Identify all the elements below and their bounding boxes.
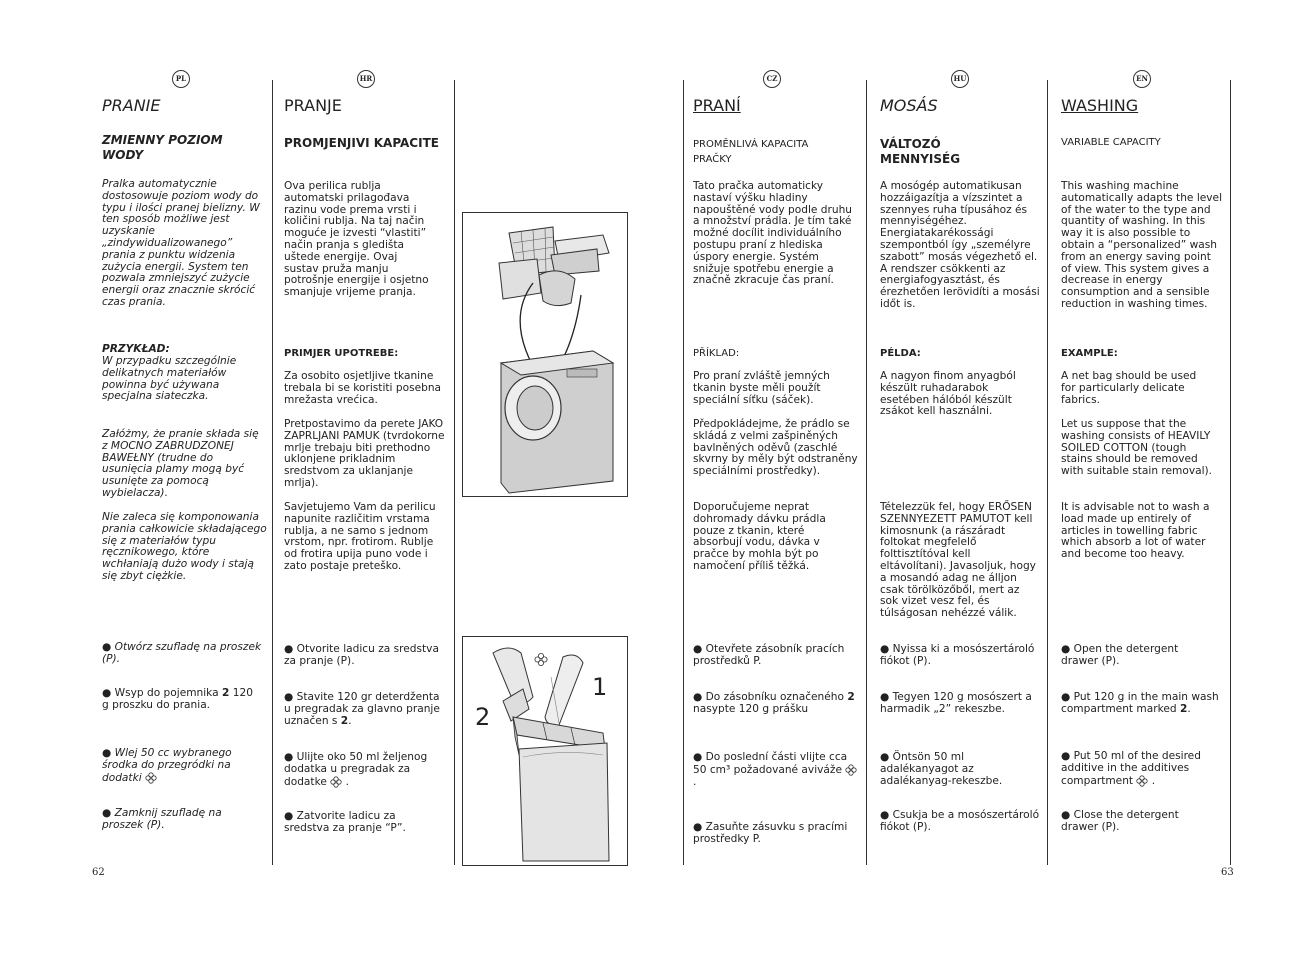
step-text: ● Put 50 ml of the desired additive in the additives compartment . bbox=[1061, 750, 1201, 787]
example-text: Za osobito osjetljive tkanine trebala bi se koristiti posebna mrežasta vrećica. bbox=[284, 370, 442, 406]
section-subtitle: ZMIENNY POZIOM WODY bbox=[102, 133, 223, 162]
flower-icon bbox=[1136, 775, 1148, 787]
language-flag-hu: HU bbox=[951, 70, 969, 88]
column-divider bbox=[683, 80, 684, 865]
language-flag-pl: PL bbox=[172, 70, 190, 88]
intro-text: A mosógép automatikusan hozzáigazítja a vízszintet a szennyes ruha típusához és mennyiségéhez. Energiatakarékossági szempontból így „személyre szabott” mosás végezhető el. A rendszer csökkenti az energiafogyasztást, és érezhetően lerövidíti a mosási időt is. bbox=[880, 180, 1040, 310]
step-text: ● Close the detergent drawer (P). bbox=[1061, 809, 1179, 833]
flower-icon bbox=[145, 772, 157, 784]
example-label: PRIMJER UPOTREBE: bbox=[284, 348, 399, 359]
section-title: PRANJE bbox=[284, 96, 342, 115]
column-divider bbox=[272, 80, 273, 865]
paragraph: Pretpostavimo da perete JAKO ZAPRLJANI PAMUK (tvrdokorne mrlje trebaju biti prethodno uklonjene prikladnim sredstvom za uklanjanje mrlja). bbox=[284, 418, 445, 489]
step-text: ● Wlej 50 cc wybranego środka do przegródki na dodatki bbox=[102, 747, 232, 784]
paragraph: Załóżmy, że pranie składa się z MOCNO ZABRUDZONEJ BAWEŁNY (trudne do usunięcia plamy mogą być usunięte za pomocą wybielacza). bbox=[102, 428, 259, 499]
flower-icon bbox=[845, 764, 857, 776]
example-text: A net bag should be used for particularly delicate fabrics. bbox=[1061, 370, 1197, 406]
step-text: ● Csukja be a mosószertároló fiókot (P). bbox=[880, 809, 1040, 833]
column-divider bbox=[454, 80, 455, 865]
section-subtitle: PROMĚNLIVÁ KAPACITA PRAČKY bbox=[693, 139, 809, 165]
figure-detergent-drawer bbox=[462, 636, 628, 866]
intro-text: Pralka automatycznie dostosowuje poziom wody do typu i ilości pranej bielizny. W ten sposób możliwe jest uzyskanie „zindywidualizowanego” prania z punktu widzenia zużycia energii. System ten pozwala zmniejszyć zużycie energii oraz znacznie skrócić czas prania. bbox=[102, 178, 260, 308]
step-text: ● Put 120 g in the main wash compartment marked 2. bbox=[1061, 691, 1219, 715]
language-flag-hr: HR bbox=[357, 70, 375, 88]
intro-text: Ova perilica rublja automatski prilagođava razinu vode prema vrsti i količini rublja. Na taj način moguće je izvesti “vlastiti” način pranja s gledišta uštede energije. Ovaj sustav pruža manju potrošnje energije i osjetno smanjuje vrijeme pranja. bbox=[284, 180, 429, 299]
paragraph: Savjetujemo Vam da perilicu napunite različitim vrstama rublja, a ne samo s jednom vrstom, npr. frotirom. Rublje od frotira upija puno vode i zato postaje preteško. bbox=[284, 501, 436, 572]
section-title: PRANIE bbox=[102, 96, 161, 115]
section-subtitle: PROMJENJIVI KAPACITE bbox=[284, 136, 439, 150]
laundry-illustration bbox=[463, 213, 627, 496]
section-subtitle: VARIABLE CAPACITY bbox=[1061, 137, 1161, 148]
step-text: ● Nyissa ki a mosószertároló fiókot (P). bbox=[880, 643, 1035, 667]
paragraph: It is advisable not to wash a load made up entirely of articles in towelling fabric which absorb a lot of water and become too heavy. bbox=[1061, 501, 1210, 561]
step-text: ● Zamknij szufladę na proszek (P). bbox=[102, 807, 222, 831]
example-text: A nagyon finom anyagból készült ruhadarabok esetében hálóból készült zsákot kell használni. bbox=[880, 370, 1016, 418]
paragraph: Předpokládejme, že prádlo se skládá z velmi zašpiněných bavlněných oděvů (zaschlé skvrny by měly být odstraněny speciálními prostředky). bbox=[693, 418, 858, 478]
step-text: ● Otvorite ladicu za sredstva za pranje (P). bbox=[284, 643, 439, 667]
step-text: ● Tegyen 120 g mosószert a harmadik „2” rekeszbe. bbox=[880, 691, 1032, 715]
detergent-drawer-illustration bbox=[463, 637, 627, 865]
section-subtitle: VÁLTOZÓ MENNYISÉG bbox=[880, 137, 961, 166]
column-divider bbox=[1230, 80, 1231, 865]
paragraph: Doporučujeme neprat dohromady dávku prádla pouze z tkanin, které absorbují vodu, dávka v pračce by mohla být po namočení příliš těžká. bbox=[693, 501, 826, 572]
figure-label-1: 1 bbox=[592, 673, 608, 701]
intro-text: Tato pračka automaticky nastaví výšku hladiny napouštěné vody podle druhu a množství prádla. Je tím také možné docílit individuálního postupu praní z hlediska úspory energie. Systém snižuje spotřebu energie a značně zkracuje čas praní. bbox=[693, 180, 853, 287]
step-text: ● Ulijte oko 50 ml željenog dodatka u pregradak za dodatke . bbox=[284, 751, 428, 788]
step-text: ● Otevřete zásobník pracích prostředků P. bbox=[693, 643, 845, 667]
example-text: Pro praní zvláště jemných tkanin byste měli použít speciální síťku (sáček). bbox=[693, 370, 830, 406]
example-label: PRZYKŁAD: bbox=[102, 343, 170, 355]
step-text: ● Do zásobníku označeného 2 nasypte 120 g prášku bbox=[693, 691, 855, 715]
step-text: ● Otwórz szufladę na proszek (P). bbox=[102, 641, 262, 665]
step-text: ● Stavite 120 gr deterdženta u pregradak za glavno pranje uznačen s 2. bbox=[284, 691, 440, 727]
step-text: ● Zatvorite ladicu za sredstva za pranje “P”. bbox=[284, 810, 406, 834]
language-flag-cz: CZ bbox=[763, 70, 781, 88]
example-label: PÉLDA: bbox=[880, 348, 921, 359]
language-flag-en: EN bbox=[1133, 70, 1151, 88]
page-number-left: 62 bbox=[92, 867, 105, 878]
step-text: ● Öntsön 50 ml adalékanyagot az adalékanyag-rekeszbe. bbox=[880, 751, 1003, 787]
example-label: EXAMPLE: bbox=[1061, 348, 1118, 359]
step-text: ● Wsyp do pojemnika 2 120 g proszku do prania. bbox=[102, 687, 253, 711]
figure-label-2: 2 bbox=[475, 703, 491, 731]
step-text: ● Do poslední části vlijte cca 50 cm³ požadované aviváže . bbox=[693, 752, 858, 788]
intro-text: This washing machine automatically adapts the level of the water to the type and quantity of washing. In this way it is also possible to obtain a “personalized” wash from an energy saving point of view. This system gives a decrease in energy consumption and a sensible reduction in washing times. bbox=[1061, 180, 1223, 310]
page-number-right: 63 bbox=[1221, 867, 1234, 878]
section-title: PRANÍ bbox=[693, 96, 741, 115]
flower-icon bbox=[330, 776, 342, 788]
column-divider bbox=[866, 80, 867, 865]
example-label: PŘÍKLAD: bbox=[693, 348, 740, 359]
paragraph: Tételezzük fel, hogy ERŐSEN SZENNYEZETT PAMUTOT kell kimosnunk (a rászáradt foltokat megfelelő folttisztítóval kell eltávolítani). Javasoljuk, hogy a mosandó adag ne álljon csak törölközőből, mert az sok vizet vesz fel, és túlságosan nehézzé válik. bbox=[880, 501, 1036, 620]
step-text: ● Open the detergent drawer (P). bbox=[1061, 643, 1179, 667]
figure-washing-machine bbox=[462, 212, 628, 497]
section-title: MOSÁS bbox=[880, 96, 938, 115]
section-title: WASHING bbox=[1061, 96, 1139, 115]
paragraph: Let us suppose that the washing consists of HEAVILY SOILED COTTON (tough stains should be removed with suitable stain removal). bbox=[1061, 418, 1213, 478]
paragraph: Nie zaleca się komponowania prania całkowicie składającego się z materiałów typu ręcznikowego, które wchłaniają dużo wody i stają się zbyt ciężkie. bbox=[102, 511, 267, 582]
column-divider bbox=[1047, 80, 1048, 865]
step-text: ● Zasuňte zásuvku s pracími prostředky P. bbox=[693, 821, 848, 845]
example-text: W przypadku szczególnie delikatnych materiałów powinna być używana specjalna siateczka. bbox=[102, 355, 237, 403]
